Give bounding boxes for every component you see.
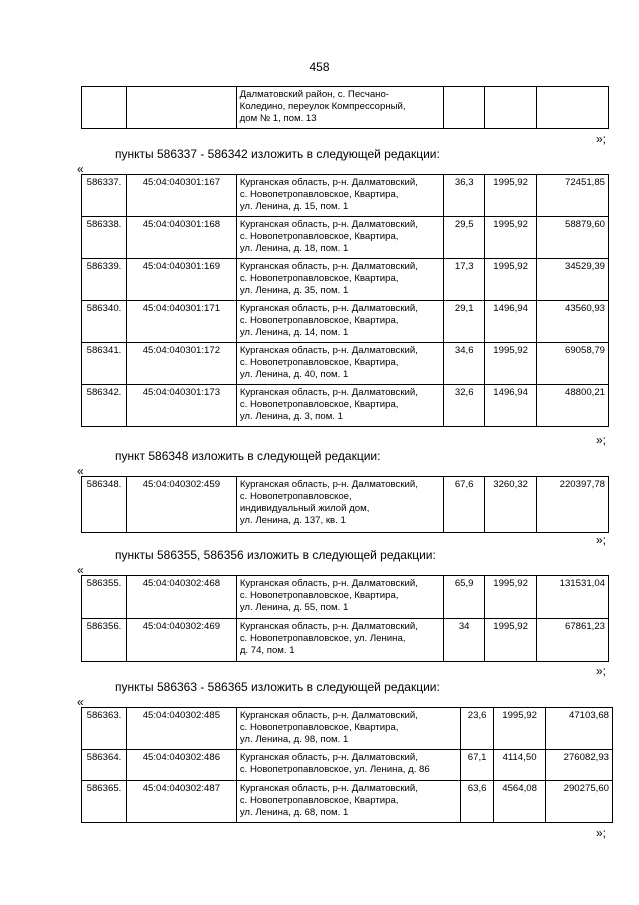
cadastre-number: 45:04:040302:468 (126, 576, 236, 619)
cadastre-number: 45:04:040302:486 (126, 750, 236, 781)
address-cell: Курганская область, р-н. Далматовский, с. Новопетропавловское, Квартира, ул. Ленина, д. 15, пом. 1 (236, 175, 443, 217)
price-value: 1995,92 (485, 343, 537, 385)
table-row (82, 477, 609, 533)
row-number: 586348. (82, 477, 127, 533)
address-cell: Курганская область, р-н. Далматовский, с. Новопетропавловское, индивидуальный жилой дом, ул. Ленина, д. 137, кв. 1 (236, 477, 443, 533)
table-row (82, 343, 609, 385)
section-table (81, 707, 613, 823)
row-number: 586355. (82, 576, 127, 619)
table-row (82, 385, 609, 427)
table-row (82, 259, 609, 301)
table-row (82, 217, 609, 259)
cadastre-number: 45:04:040301:169 (126, 259, 236, 301)
table-row (82, 781, 613, 823)
cadastre-number: 45:04:040302:485 (126, 708, 236, 750)
area-value: 36,3 (444, 175, 485, 217)
area-value: 23,6 (461, 708, 494, 750)
table-row (82, 708, 613, 750)
row-number: 586337. (82, 175, 127, 217)
price-value: 1496,94 (485, 301, 537, 343)
total-value: 47103,68 (546, 708, 613, 750)
table-row (82, 175, 609, 217)
address-cell: Курганская область, р-н. Далматовский, с. Новопетропавловское, ул. Ленина, д. 86 (236, 750, 460, 781)
table-row (82, 619, 609, 662)
cadastre-number: 45:04:040301:173 (126, 385, 236, 427)
row-number: 586365. (82, 781, 127, 823)
price-value: 1995,92 (485, 259, 537, 301)
price-value: 1995,92 (485, 619, 537, 662)
cadastre-number: 45:04:040301:167 (126, 175, 236, 217)
area-value: 67,6 (444, 477, 485, 533)
address-cell: Курганская область, р-н. Далматовский, с. Новопетропавловское, Квартира, ул. Ленина, д. 18, пом. 1 (236, 217, 443, 259)
table-row (82, 87, 609, 129)
close-quote: »; (595, 533, 606, 547)
close-quote: »; (595, 664, 606, 678)
section-table (81, 575, 609, 662)
price-value: 4114,50 (494, 750, 546, 781)
row-number: 586338. (82, 217, 127, 259)
address-cell: Курганская область, р-н. Далматовский, с. Новопетропавловское, ул. Ленина, д. 74, пом. 1 (236, 619, 443, 662)
close-quote: »; (595, 132, 606, 146)
price-value: 1995,92 (485, 217, 537, 259)
address-cell: Курганская область, р-н. Далматовский, с. Новопетропавловское, Квартира, ул. Ленина, д. 55, пом. 1 (236, 576, 443, 619)
price-value: 1995,92 (494, 708, 546, 750)
row-number: 586356. (82, 619, 127, 662)
table-row (82, 576, 609, 619)
price-value: 3260,32 (485, 477, 537, 533)
price-value: 1995,92 (485, 576, 537, 619)
area-value: 67,1 (461, 750, 494, 781)
address-cell: Курганская область, р-н. Далматовский, с. Новопетропавловское, Квартира, ул. Ленина, д. 14, пом. 1 (236, 301, 443, 343)
section-heading: пункт 586348 изложить в следующей редакции: (115, 449, 381, 463)
close-quote: »; (595, 826, 606, 840)
total-value: 48800,21 (537, 385, 609, 427)
cadastre-number: 45:04:040301:168 (126, 217, 236, 259)
total-value: 43560,93 (537, 301, 609, 343)
area-value: 29,1 (444, 301, 485, 343)
total-value: 34529,39 (537, 259, 609, 301)
cadastre-number: 45:04:040302:487 (126, 781, 236, 823)
section-heading: пункты 586355, 586356 изложить в следующей редакции: (115, 548, 436, 562)
row-number: 586341. (82, 343, 127, 385)
total-value: 69058,79 (537, 343, 609, 385)
total-value: 276082,93 (546, 750, 613, 781)
area-value: 63,6 (461, 781, 494, 823)
area-value: 32,6 (444, 385, 485, 427)
row-number: 586364. (82, 750, 127, 781)
total-value: 131531,04 (537, 576, 609, 619)
section-heading: пункты 586363 - 586365 изложить в следующей редакции: (115, 680, 440, 694)
open-quote: « (77, 695, 84, 709)
cadastre-number: 45:04:040301:172 (126, 343, 236, 385)
row-number: 586340. (82, 301, 127, 343)
price-value: 4564,08 (494, 781, 546, 823)
section-table (81, 476, 609, 533)
continued-table (81, 86, 609, 129)
area-value: 34 (444, 619, 485, 662)
area-value: 65,9 (444, 576, 485, 619)
total-value: 67861,23 (537, 619, 609, 662)
total-value: 220397,78 (537, 477, 609, 533)
total-value: 290275,60 (546, 781, 613, 823)
total-value: 72451,85 (537, 175, 609, 217)
section-table (81, 174, 609, 427)
row-number: 586363. (82, 708, 127, 750)
total-value: 58879,60 (537, 217, 609, 259)
open-quote: « (77, 464, 84, 478)
price-value: 1995,92 (485, 175, 537, 217)
open-quote: « (77, 162, 84, 176)
row-number: 586339. (82, 259, 127, 301)
area-value: 34,6 (444, 343, 485, 385)
price-value: 1496,94 (485, 385, 537, 427)
address-cell: Курганская область, р-н. Далматовский, с. Новопетропавловское, Квартира, ул. Ленина, д. 98, пом. 1 (236, 708, 460, 750)
table-row (82, 750, 613, 781)
close-quote: »; (595, 433, 606, 447)
area-value: 17,3 (444, 259, 485, 301)
page-number: 458 (309, 60, 330, 74)
table-row (82, 301, 609, 343)
address-cell: Курганская область, р-н. Далматовский, с. Новопетропавловское, Квартира, ул. Ленина, д. 40, пом. 1 (236, 343, 443, 385)
area-value: 29,5 (444, 217, 485, 259)
address-cell: Курганская область, р-н. Далматовский, с. Новопетропавловское, Квартира, ул. Ленина, д. 3, пом. 1 (236, 385, 443, 427)
address-cell: Далматовский район, с. Песчано- Коледино, переулок Компрессорный, дом № 1, пом. 13 (236, 87, 444, 129)
address-cell: Курганская область, р-н. Далматовский, с. Новопетропавловское, Квартира, ул. Ленина, д. 35, пом. 1 (236, 259, 443, 301)
cadastre-number: 45:04:040301:171 (126, 301, 236, 343)
row-number: 586342. (82, 385, 127, 427)
cadastre-number: 45:04:040302:469 (126, 619, 236, 662)
cadastre-number: 45:04:040302:459 (126, 477, 236, 533)
address-cell: Курганская область, р-н. Далматовский, с. Новопетропавловское, Квартира, ул. Ленина, д. 68, пом. 1 (236, 781, 460, 823)
section-heading: пункты 586337 - 586342 изложить в следующей редакции: (115, 147, 440, 161)
open-quote: « (77, 563, 84, 577)
